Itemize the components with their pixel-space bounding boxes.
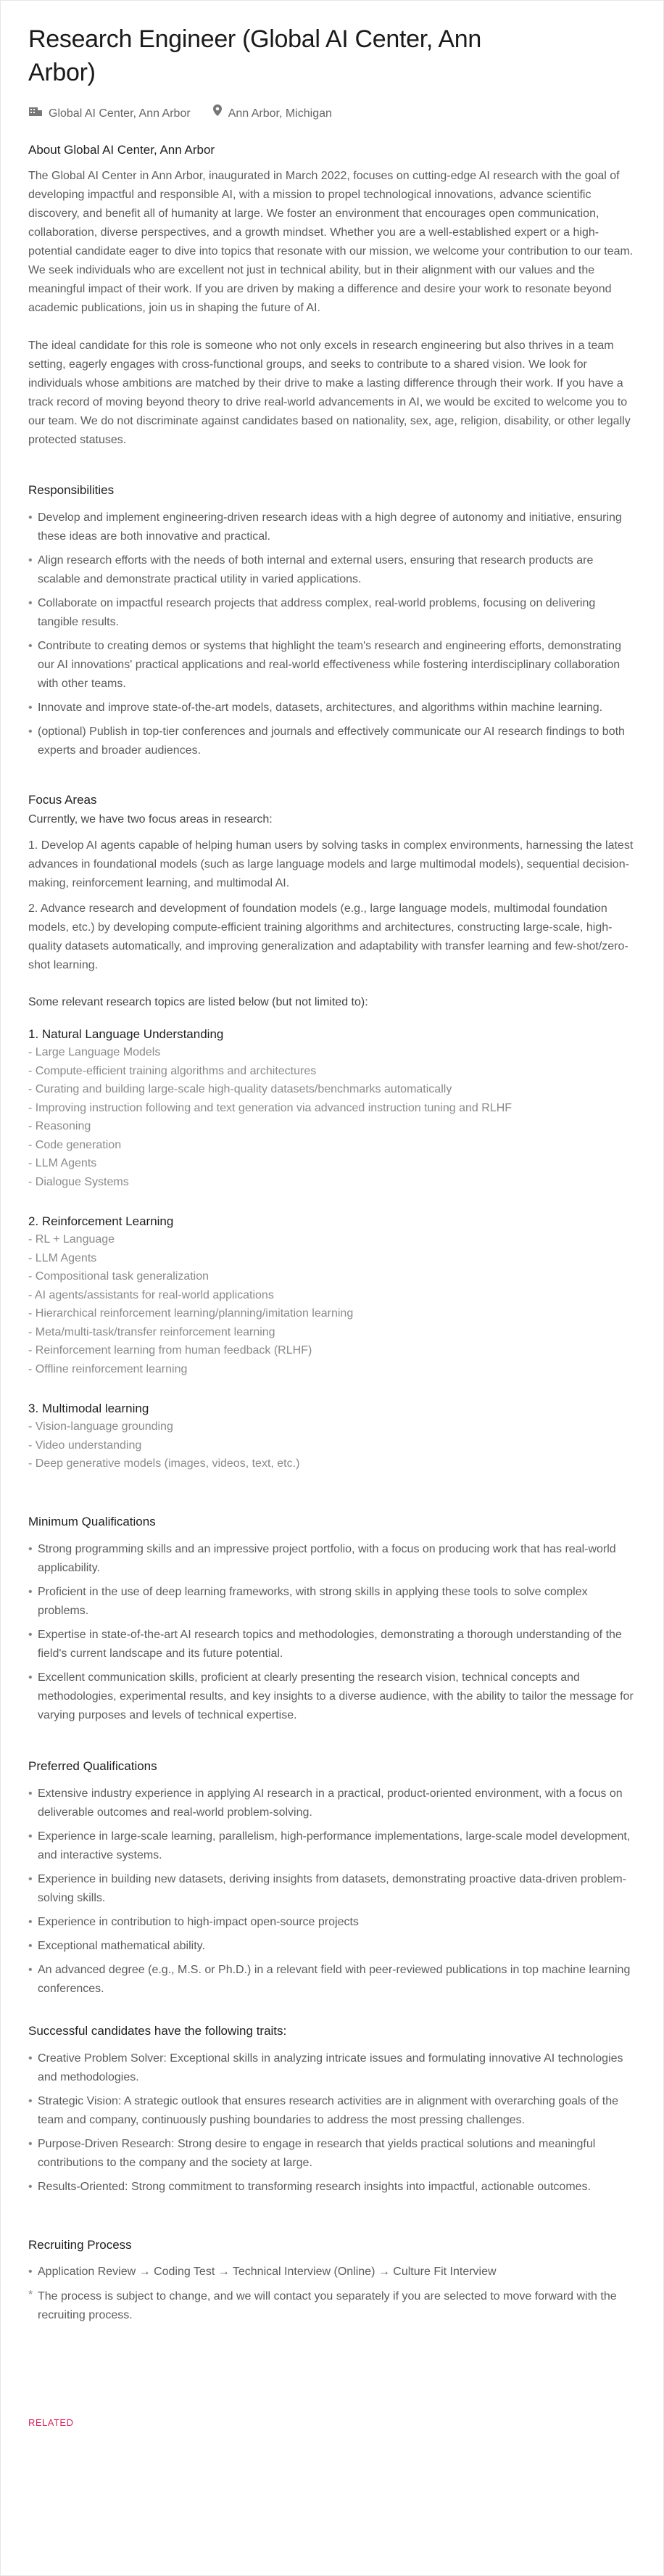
list-item: • Extensive industry experience in applying AI research in a practical, product-oriented environment, with a focus on deliverable outcomes and real-world problem-solving. (28, 1785, 636, 1822)
location-meta (212, 104, 332, 123)
traits-heading: Successful candidates have the following traits: (28, 2023, 287, 2038)
topic-1-list (28, 1043, 636, 1191)
minimum-qualifications-list (28, 1540, 636, 1725)
topic-3-heading: 3. Multimodal learning (28, 1402, 149, 1415)
recruiting-note: The process is subject to change, and we will contact you separately if you are selected to move forward with the recruiting process. (38, 2289, 617, 2321)
list-item: • Proficient in the use of deep learning frameworks, with strong skills in applying these tools to solve complex problems. (28, 1583, 636, 1621)
focus-area-2: 2. Advance research and development of foundation models (e.g., large language models, multimodal foundation models, etc.) by developing compute-efficient training algorithms and architectures, constructing large-scale, high-quality datasets automatically, and improving generalization and adaptability with transfer learning and few-shot/zero-shot learning. (28, 902, 628, 971)
minimum-qualifications-heading: Minimum Qualifications (28, 1514, 156, 1528)
responsibilities-heading: Responsibilities (28, 483, 115, 497)
list-item: • Develop and implement engineering-driven research ideas with a high degree of autonomy and initiative, ensuring these ideas are both innovative and practical. (28, 509, 636, 546)
topic-item: - Compute-efficient training algorithms and architectures (28, 1064, 317, 1077)
list-item: • Strategic Vision: A strategic outlook that ensures research activities are in alignment with overarching goals of the team and company, continuously pushing boundaries to address the most pressing challenges. (28, 2092, 636, 2130)
topic-item: - Meta/multi-task/transfer reinforcement learning (28, 1325, 275, 1338)
topic-item: - Curating and building large-scale high-quality datasets/benchmarks automatically (28, 1083, 452, 1095)
recruiting-note-row (28, 2287, 636, 2325)
list-item: • Collaborate on impactful research projects that address complex, real-world problems, focusing on delivering tangible results. (28, 594, 636, 632)
list-item: • Purpose-Driven Research: Strong desire to engage in research that yields practical solutions and meaningful contributions to the company and the society at large. (28, 2135, 636, 2173)
list-item: • Align research efforts with the needs of both internal and external users, ensuring that research products are scalable and demonstrate practical utility in varied applications. (28, 551, 636, 589)
list-item: • Experience in building new datasets, deriving insights from datasets, demonstrating proactive data-driven problem-solving skills. (28, 1870, 636, 1908)
topic-item: - Offline reinforcement learning (28, 1362, 188, 1375)
topic-item: - Video understanding (28, 1439, 142, 1452)
topic-item: - RL + Language (28, 1233, 115, 1246)
responsibilities-list (28, 509, 636, 760)
topic-item: - LLM Agents (28, 1251, 97, 1264)
focus-intro: Currently, we have two focus areas in research: (28, 813, 273, 826)
topic-item: - Deep generative models (images, videos, text, etc.) (28, 1457, 300, 1470)
asterisk-marker: * (28, 2288, 33, 2301)
recruiting-steps: • Application Review → Coding Test → Technical Interview (Online) → Culture Fit Interview (28, 2263, 636, 2281)
topic-item: - Hierarchical reinforcement learning/planning/imitation learning (28, 1307, 354, 1320)
about-heading: About Global AI Center, Ann Arbor (28, 143, 215, 157)
topic-1-heading: 1. Natural Language Understanding (28, 1027, 224, 1041)
list-item: • Strong programming skills and an impressive project portfolio, with a focus on producing work that has real-world applicability. (28, 1540, 636, 1578)
preferred-qualifications-heading: Preferred Qualifications (28, 1758, 157, 1773)
focus-area-1: 1. Develop AI agents capable of helping human users by solving tasks in complex environments, harnessing the latest advances in foundational models (such as large language models and large multimodal models), sequential decision-making, reinforcement learning, and multimodal AI. (28, 839, 634, 889)
topic-2-heading: 2. Reinforcement Learning (28, 1214, 174, 1228)
location-name: Ann Arbor, Michigan (228, 107, 332, 120)
topic-2-list (28, 1230, 636, 1378)
job-meta (28, 104, 636, 123)
map-pin-icon (212, 104, 228, 123)
topic-item: - Large Language Models (28, 1046, 161, 1058)
traits-list (28, 2049, 636, 2197)
topic-3-list (28, 1417, 636, 1473)
topic-item: - Reinforcement learning from human feedback (RLHF) (28, 1344, 312, 1357)
list-item: • Innovate and improve state-of-the-art models, datasets, architectures, and algorithms within machine learning. (28, 699, 636, 717)
recruiting-steps-list (28, 2263, 636, 2281)
recruiting-heading: Recruiting Process (28, 2237, 132, 2252)
job-title: Research Engineer (Global AI Center, Ann Arbor) (28, 25, 481, 86)
topic-item: - Improving instruction following and text generation via advanced instruction tuning and RLHF (28, 1101, 512, 1114)
topic-item: - Reasoning (28, 1120, 91, 1132)
topic-item: - Compositional task generalization (28, 1270, 209, 1283)
building-icon (28, 104, 49, 123)
job-content (1, 1, 663, 2432)
topic-item: - AI agents/assistants for real-world applications (28, 1288, 274, 1301)
about-paragraph-1: The Global AI Center in Ann Arbor, inaugurated in March 2022, focuses on cutting-edge AI research with the goal of developing impactful and responsible AI, with a mission to propel technological innovations, advance scientific discovery, and benefit all of humanity at large. We foster an environment that encourages open communication, collaboration, diverse perspectives, and a growth mindset. Whether you are a well-established expert or a high-potential candidate eager to dive into topics that resonate with our mission, we welcome your contribution to our team. We seek individuals who are excellent not just in technical ability, but in their alignment with our values and the meaningful impact of their work. If you are driven by making a difference and desire your work to resonate beyond academic publications, join us in shaping the future of AI. (28, 170, 634, 314)
topics-intro: Some relevant research topics are listed below (but not limited to): (28, 996, 368, 1008)
list-item: • Excellent communication skills, proficient at clearly presenting the research vision, technical concepts and methodologies, experimental results, and key insights to a diverse audience, with the ability to tailor the message for varying purposes and levels of technical expertise. (28, 1668, 636, 1725)
list-item: • Experience in contribution to high-impact open-source projects (28, 1913, 636, 1932)
preferred-qualifications-list (28, 1785, 636, 1999)
company-name: Global AI Center, Ann Arbor (49, 107, 191, 120)
about-paragraph-2: The ideal candidate for this role is someone who not only excels in research engineering but also thrives in a team setting, eagerly engages with cross-functional groups, and seeks to contribute to a shared vision. We look for individuals whose ambitions are matched by their drive to make a lasting difference through their work. If you have a track record of moving beyond theory to drive real-world advancements in AI, we would be excited to welcome you to our team. We do not discriminate against candidates based on nationality, sex, age, religion, disability, or other legally protected statuses. (28, 340, 631, 446)
related-label[interactable]: RELATED (28, 2416, 74, 2428)
list-item: • Experience in large-scale learning, parallelism, high-performance implementations, large-scale model development, and interactive systems. (28, 1827, 636, 1865)
topic-item: - Code generation (28, 1138, 122, 1151)
topic-item: - Dialogue Systems (28, 1175, 129, 1188)
list-item: • An advanced degree (e.g., M.S. or Ph.D.) in a relevant field with peer-reviewed publications in top machine learning conferences. (28, 1961, 636, 1999)
list-item: • Creative Problem Solver: Exceptional skills in analyzing intricate issues and formulating innovative AI technologies and methodologies. (28, 2049, 636, 2087)
focus-heading: Focus Areas (28, 793, 97, 807)
list-item: • (optional) Publish in top-tier conferences and journals and effectively communicate our AI research findings to both experts and broader audiences. (28, 723, 636, 760)
list-item: • Contribute to creating demos or systems that highlight the team's research and engineering efforts, demonstrating our AI innovations' practical applications and real-world effectiveness while fostering interdisciplinary collaboration with other teams. (28, 637, 636, 694)
list-item: • Exceptional mathematical ability. (28, 1937, 636, 1956)
company-meta (28, 104, 191, 123)
list-item: • Expertise in state-of-the-art AI research topics and methodologies, demonstrating a thorough understanding of the field's current landscape and its future potential. (28, 1626, 636, 1663)
topic-item: - Vision-language grounding (28, 1420, 173, 1433)
topic-item: - LLM Agents (28, 1157, 97, 1169)
list-item: • Results-Oriented: Strong commitment to transforming research insights into impactful, actionable outcomes. (28, 2178, 636, 2197)
